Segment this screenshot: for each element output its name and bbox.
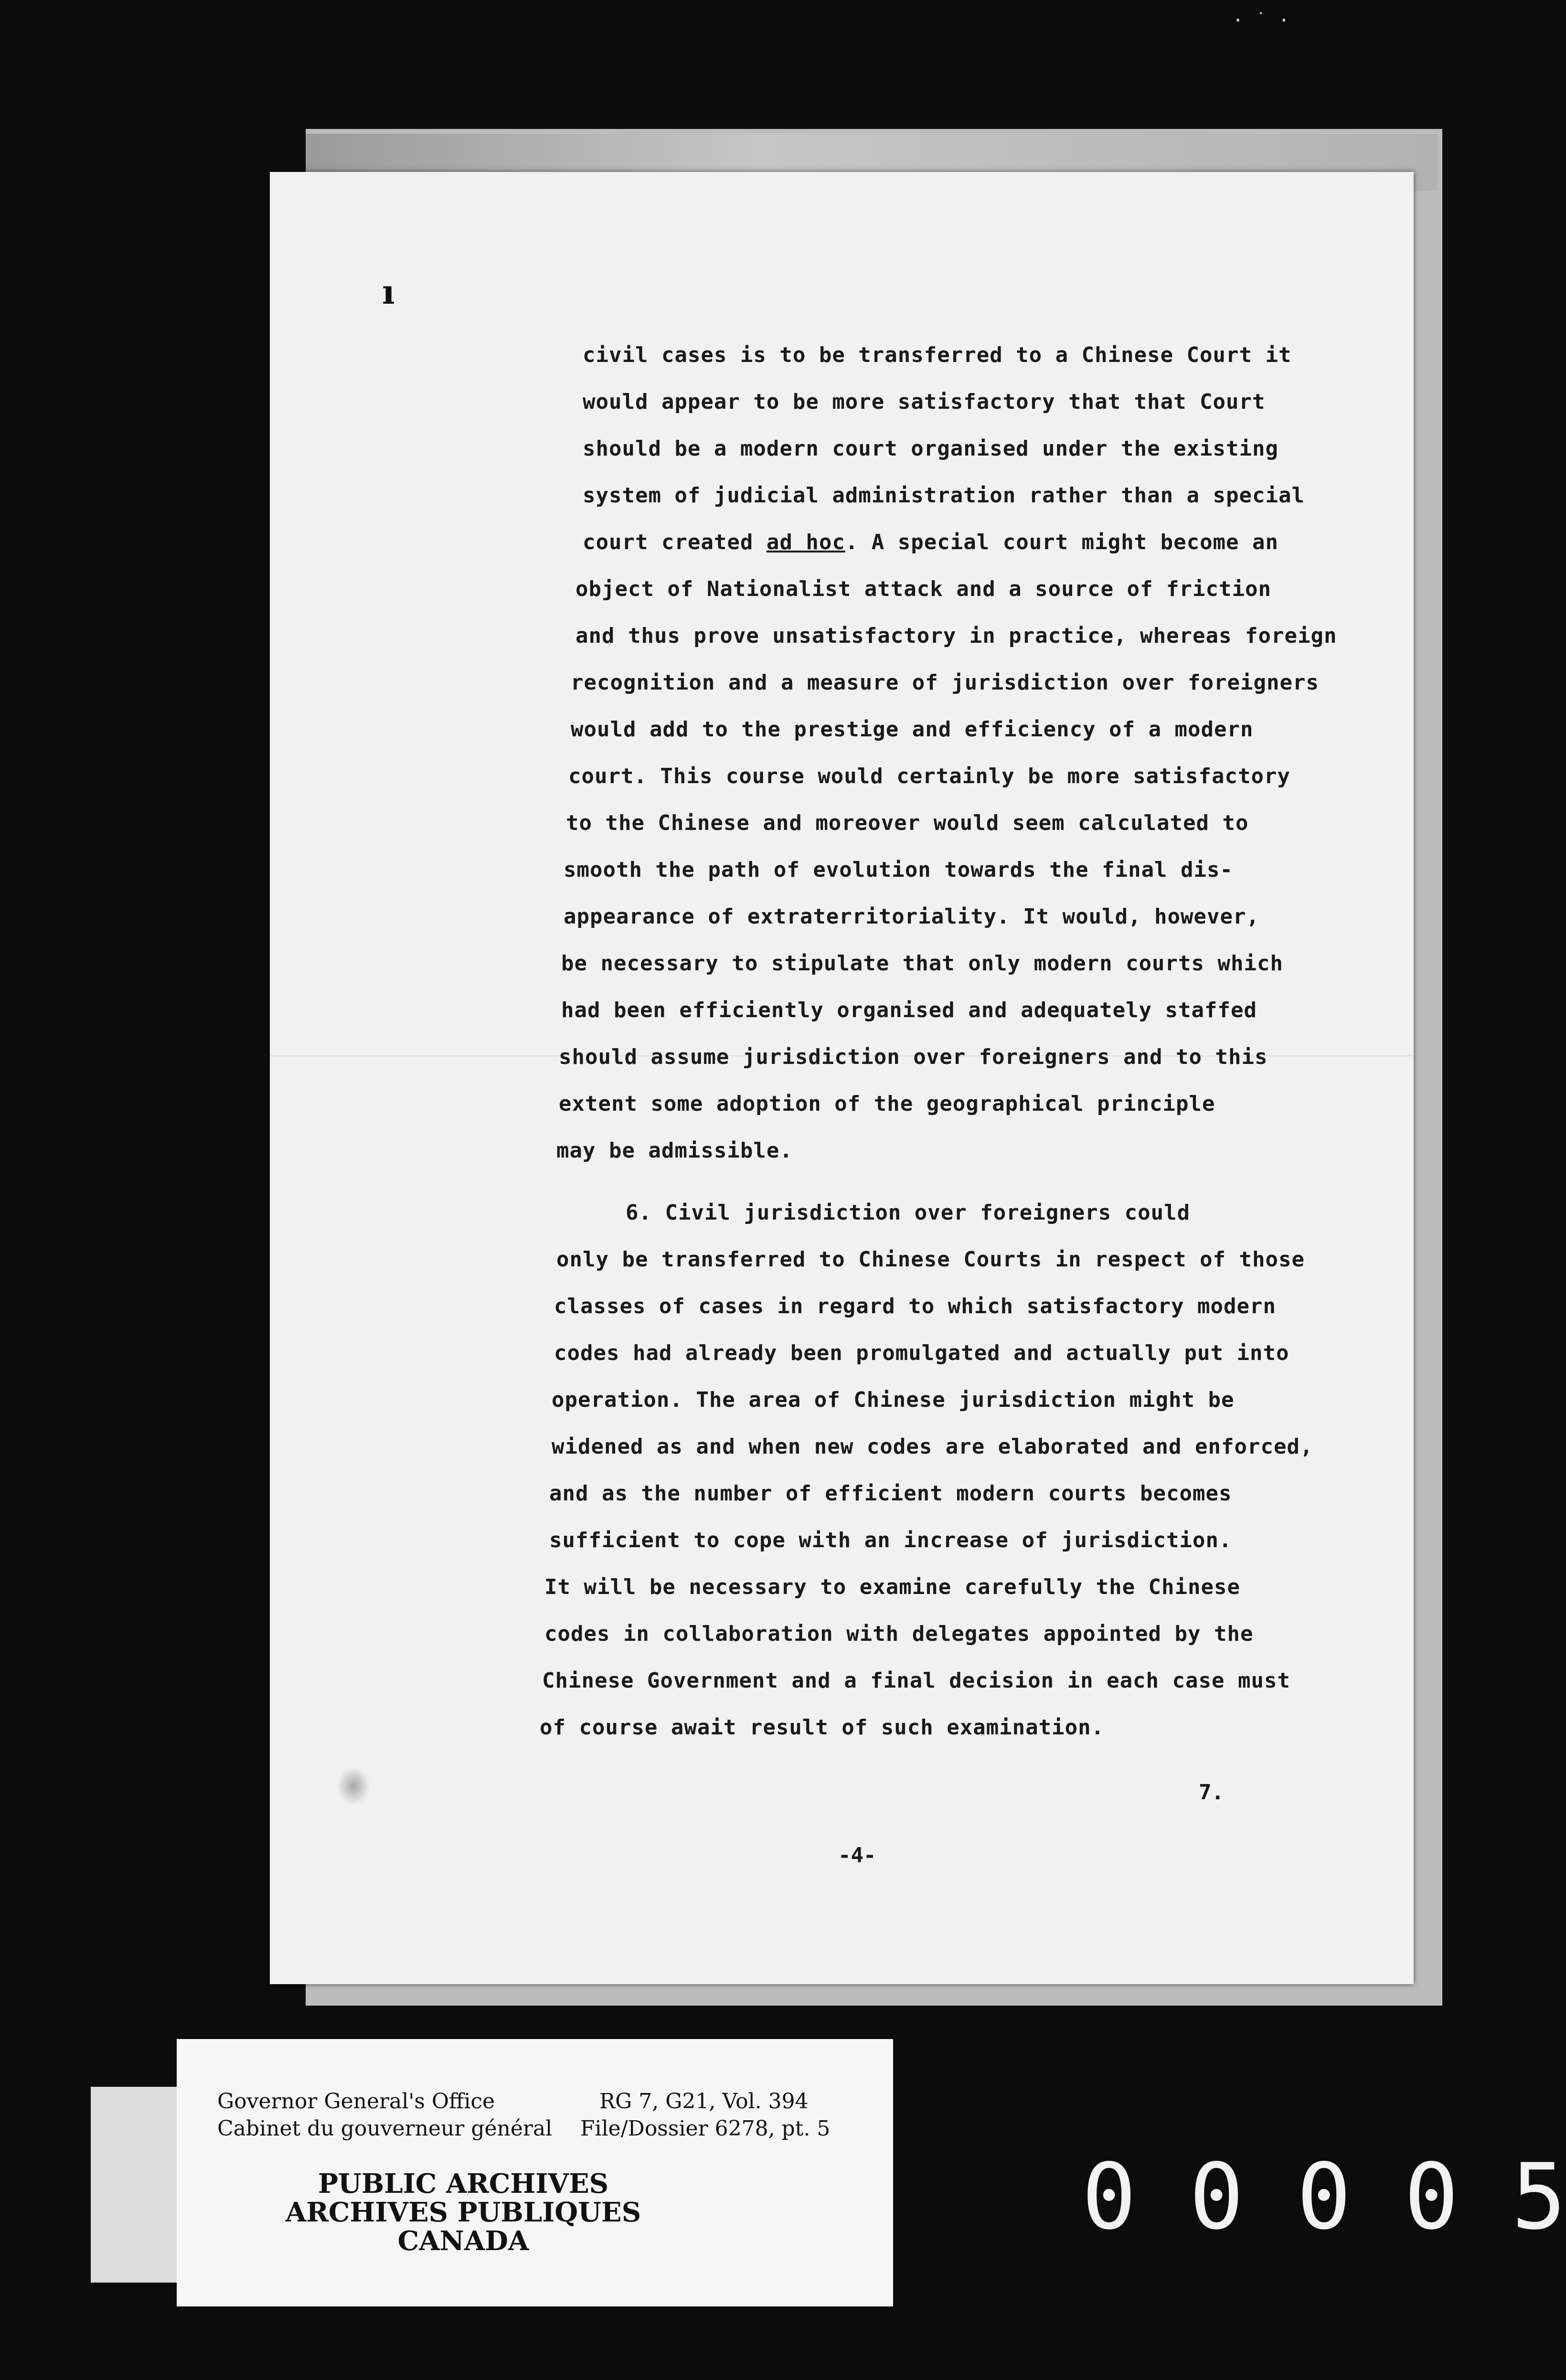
stamp-archives-publiques: ARCHIVES PUBLIQUES bbox=[285, 2197, 641, 2228]
text-line: Chinese Government and a final decision in each case must bbox=[542, 1668, 1290, 1693]
text-line: 6. Civil jurisdiction over foreigners could bbox=[626, 1201, 1191, 1225]
text-line: of course await result of such examination. bbox=[540, 1715, 1105, 1740]
text-line: extent some adoption of the geographical principle bbox=[559, 1092, 1215, 1116]
text-line: may be admissible. bbox=[556, 1138, 793, 1163]
office-name-fr: Cabinet du gouverneur général bbox=[217, 2116, 553, 2141]
office-name-en: Governor General's Office bbox=[217, 2089, 495, 2114]
text-line: had been efficiently organised and adequately staffed bbox=[561, 998, 1257, 1022]
text-line: smooth the path of evolution towards the final dis- bbox=[564, 858, 1234, 882]
frame-digit: 0 bbox=[1404, 2144, 1459, 2250]
text-line: widened as and when new codes are elaborated and enforced, bbox=[552, 1434, 1313, 1459]
frame-digit: 0 bbox=[1082, 2144, 1137, 2250]
frame-digit: 0 bbox=[1297, 2144, 1352, 2250]
continuation-marker: 7. bbox=[1199, 1780, 1224, 1805]
text-line: court. This course would certainly be more satisfactory bbox=[568, 764, 1290, 788]
stamp-canada: CANADA bbox=[397, 2225, 529, 2257]
frame-digit: 5 bbox=[1512, 2144, 1566, 2250]
text-line: civil cases is to be transferred to a Chinese Court it bbox=[583, 343, 1292, 367]
text-line: operation. The area of Chinese jurisdiction might be bbox=[552, 1388, 1235, 1412]
frame-digit: 0 bbox=[1189, 2144, 1244, 2250]
text-line: and thus prove unsatisfactory in practice, whereas foreign bbox=[575, 624, 1337, 648]
film-specks: · ˙ · bbox=[1232, 10, 1290, 32]
text-line: sufficient to cope with an increase of jurisdiction. bbox=[549, 1528, 1232, 1552]
text-line: It will be necessary to examine carefully the Chinese bbox=[544, 1575, 1240, 1599]
page-number: -4- bbox=[838, 1843, 876, 1868]
text-line: object of Nationalist attack and a source of friction bbox=[575, 577, 1271, 601]
text-line: recognition and a measure of jurisdiction over foreigners bbox=[571, 670, 1319, 695]
text-line: codes in collaboration with delegates appointed by the bbox=[544, 1622, 1254, 1646]
text-line: codes had already been promulgated and actually put into bbox=[554, 1341, 1289, 1365]
stamp-public-archives: PUBLIC ARCHIVES bbox=[318, 2168, 609, 2199]
text-line: appearance of extraterritoriality. It would, however, bbox=[564, 904, 1259, 929]
text-line: would add to the prestige and efficiency of a modern bbox=[571, 717, 1254, 742]
underlined-term: ad hoc bbox=[766, 530, 845, 554]
text-line: only be transferred to Chinese Courts in respect of those bbox=[556, 1247, 1305, 1272]
archive-file: File/Dossier 6278, pt. 5 bbox=[580, 2116, 831, 2141]
text-line: system of judicial administration rather than a special bbox=[583, 483, 1305, 508]
text-line: should assume jurisdiction over foreigners and to this bbox=[559, 1045, 1268, 1069]
text-line: to the Chinese and moreover would seem calculated to bbox=[566, 811, 1249, 835]
text-line: classes of cases in regard to which satisfactory modern bbox=[554, 1294, 1276, 1318]
text-line: be necessary to stipulate that only modern courts which bbox=[561, 951, 1283, 976]
text-line: should be a modern court organised under the existing bbox=[583, 436, 1278, 461]
text-line: court created ad hoc. A special court might become an bbox=[583, 530, 1279, 554]
margin-mark: ı bbox=[382, 272, 395, 312]
page-smudge bbox=[337, 1767, 370, 1805]
text-line: would appear to be more satisfactory that that Court bbox=[583, 390, 1266, 414]
archive-reference: RG 7, G21, Vol. 394 bbox=[599, 2089, 809, 2114]
text-line: and as the number of efficient modern courts becomes bbox=[549, 1481, 1232, 1506]
